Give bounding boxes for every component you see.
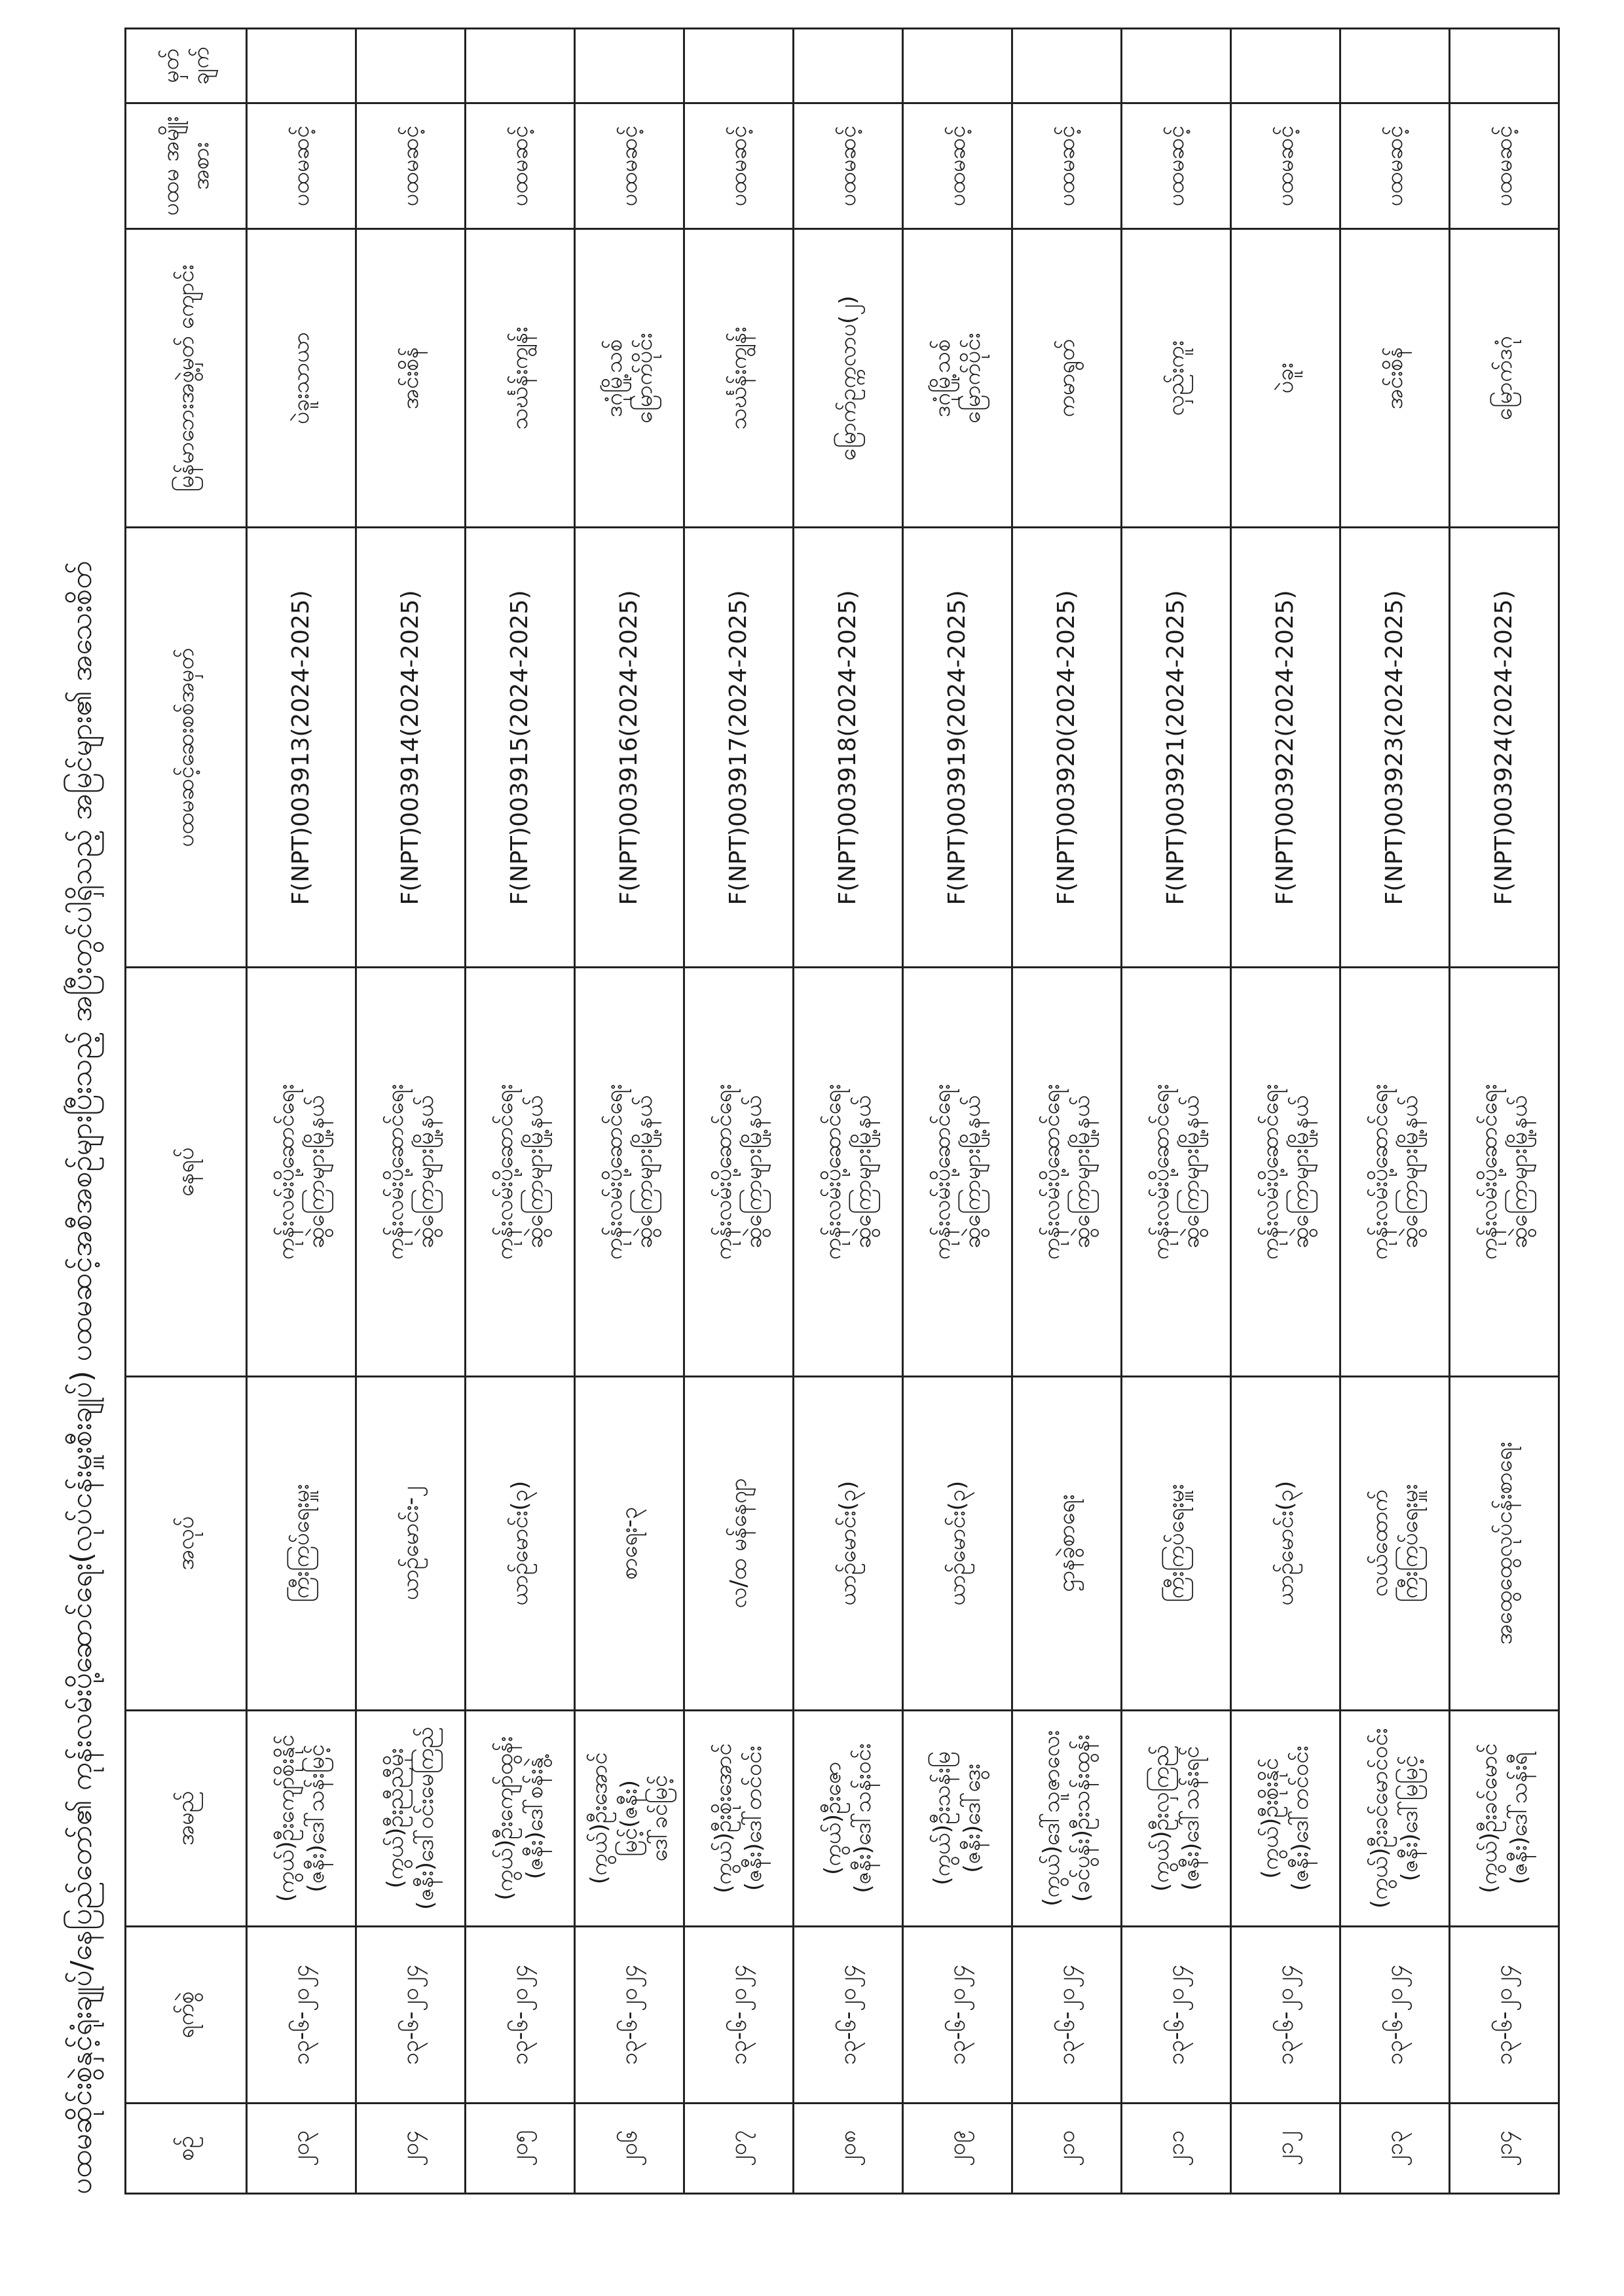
cell-job-text: စာရေး-၃ bbox=[616, 1506, 642, 1580]
cell-address bbox=[247, 968, 356, 1376]
cell-date bbox=[1012, 1926, 1122, 2103]
cell-cert bbox=[466, 528, 575, 968]
cell-no-text: ၂၁၃ bbox=[1382, 2130, 1408, 2166]
cell-area-text: ပဲခူးသာယာ bbox=[288, 332, 314, 425]
cell-name bbox=[1450, 1710, 1559, 1926]
cell-address bbox=[1450, 968, 1559, 1376]
cell-date bbox=[247, 1926, 356, 2103]
cell-area bbox=[684, 229, 794, 528]
cell-cert-text: F(NPT)003918(2024-2025) bbox=[834, 590, 861, 905]
cell-job bbox=[1012, 1376, 1122, 1710]
cell-area-text: ကမာရွတ် bbox=[1054, 339, 1080, 418]
cell-cert-text: F(NPT)003921(2024-2025) bbox=[1162, 590, 1189, 905]
cell-no bbox=[1122, 2103, 1231, 2193]
cell-name-text: (ကွယ်)ဦးညီညီမိုး (ဇနီး)ဒေါ်ဝင်းမေကြည် bbox=[382, 1726, 439, 1910]
cell-type-text: ပထမဆင့် bbox=[397, 125, 424, 207]
cell-job bbox=[247, 1376, 356, 1710]
cell-date-text: ၁၃-၆-၂၀၂၄ bbox=[1382, 1964, 1408, 2066]
cell-address-text: ကုန်းလမ်းပို့ဆောင်ရေး ဆွဲကြောများမြို့နယ် bbox=[1148, 1084, 1204, 1260]
header-note: မှတ် ချက် bbox=[126, 29, 247, 103]
cell-date bbox=[903, 1926, 1012, 2103]
cell-note bbox=[247, 29, 356, 103]
cell-address bbox=[794, 968, 903, 1376]
cell-date-text: ၁၃-၆-၂၀၂၄ bbox=[1491, 1964, 1517, 2066]
cell-name bbox=[575, 1710, 684, 1926]
table-row bbox=[1340, 29, 1450, 2194]
cell-type bbox=[356, 103, 466, 229]
cell-cert bbox=[903, 528, 1012, 968]
cell-type bbox=[1012, 103, 1122, 229]
cell-no bbox=[466, 2103, 575, 2193]
cell-address-text: ကုန်းလမ်းပို့ဆောင်ရေး ဆွဲကြောများမြို့နယ် bbox=[273, 1084, 329, 1260]
cell-cert-text: F(NPT)003919(2024-2025) bbox=[944, 590, 970, 905]
cell-job bbox=[1340, 1376, 1450, 1710]
cell-cert bbox=[1340, 528, 1450, 968]
header-no: စဉ် bbox=[126, 2103, 247, 2193]
cell-no-text: ၂၁၀ bbox=[1054, 2130, 1080, 2166]
cell-cert-text: F(NPT)003913(2024-2025) bbox=[287, 590, 314, 905]
cell-no bbox=[684, 2103, 794, 2193]
cell-date bbox=[1122, 1926, 1231, 2103]
cell-date bbox=[575, 1926, 684, 2103]
cell-date-text: ၁၃-၆-၂၀၂၄ bbox=[1054, 1964, 1080, 2066]
cell-job-text: ဌာနခွဲစာရေး bbox=[1054, 1494, 1080, 1592]
cell-no bbox=[794, 2103, 903, 2193]
cell-address bbox=[575, 968, 684, 1376]
cell-job-text: လယ်ထောက် ကြီးကြပ်ရေးမှူး bbox=[1367, 1484, 1423, 1603]
cell-date bbox=[684, 1926, 794, 2103]
cell-note bbox=[356, 29, 466, 103]
table-row bbox=[1231, 29, 1340, 2194]
cell-type bbox=[1122, 103, 1231, 229]
cell-area bbox=[903, 229, 1012, 528]
cell-name bbox=[1012, 1710, 1122, 1926]
cell-date-text: ၁၃-၆-၂၀၂၄ bbox=[1163, 1964, 1189, 2066]
cell-no bbox=[1012, 2103, 1122, 2193]
cell-area bbox=[247, 229, 356, 528]
cell-area bbox=[1122, 229, 1231, 528]
cell-name bbox=[794, 1710, 903, 1926]
cell-no bbox=[575, 2103, 684, 2193]
cell-name-text: (ကွယ်)ဦးခင်မောင်ဝင်း (ဇနီး)ဒေါ်မြမြင့် bbox=[1367, 1728, 1423, 1909]
cell-name-text: (ကွယ်)ဦးသန်းမြ (ဇနီး)ဒေါ်ဒွေး bbox=[929, 1751, 986, 1886]
cell-note bbox=[1450, 29, 1559, 103]
cell-cert bbox=[684, 528, 794, 968]
cell-address-text: ကုန်းလမ်းပို့ဆောင်ရေး ဆွဲကြောများမြို့နယ် bbox=[820, 1084, 876, 1260]
cell-no bbox=[1340, 2103, 1450, 2193]
cell-job bbox=[575, 1376, 684, 1710]
table-row bbox=[356, 29, 466, 2194]
cell-cert-text: F(NPT)003924(2024-2025) bbox=[1490, 590, 1517, 905]
table-row bbox=[466, 29, 575, 2194]
cell-area bbox=[356, 229, 466, 528]
header-date: ရက်စွဲ bbox=[126, 1926, 247, 2103]
cell-job-text: ယာဉ်မောင်း(၃) bbox=[507, 1480, 533, 1606]
cell-no-text: ၂၀၇ bbox=[726, 2130, 752, 2166]
cell-cert-text: F(NPT)003915(2024-2025) bbox=[506, 590, 533, 905]
table-row bbox=[794, 29, 903, 2194]
cell-date bbox=[1340, 1926, 1450, 2103]
cell-no-text: ၂၁၂ bbox=[1272, 2131, 1299, 2166]
cell-no-text: ၂၀၄ bbox=[397, 2130, 424, 2166]
cell-job bbox=[1122, 1376, 1231, 1710]
cell-type-text: ပထမဆင့် bbox=[1491, 125, 1517, 207]
cell-cert-text: F(NPT)003917(2024-2025) bbox=[725, 590, 752, 905]
document-title: ပထမဆိုင်းစွဲနှင့်ရုံးချုပ်/နေပြည်တော်၏ ကုန်းလမ်းပို့ဆောင်ရေး(လုပ်ငန်းမှူးစီးချုပ်) ပထမဆင့်အစီအစဉ်များပြီးသည့် အပြီးတွင်ပါရှိသည့် အမြင်များ၏ အသေးစိတ် bbox=[65, 561, 98, 2195]
cell-job-text: ယာဉ်မောင်း(၃) bbox=[1272, 1480, 1299, 1606]
cell-cert bbox=[794, 528, 903, 968]
table-row bbox=[684, 29, 794, 2194]
cell-cert bbox=[356, 528, 466, 968]
header-cert: ပထမဆင့်ဆေးစစ်အမှတ် bbox=[126, 528, 247, 968]
cell-job-text: လ/ထ မန်နေဂျာ bbox=[726, 1478, 752, 1609]
cell-type-text: ပထမဆင့် bbox=[616, 125, 642, 207]
cell-address bbox=[356, 968, 466, 1376]
cell-name bbox=[466, 1710, 575, 1926]
cell-area bbox=[466, 229, 575, 528]
cell-no-text: ၂၀၆ bbox=[616, 2130, 642, 2166]
cell-address bbox=[1012, 968, 1122, 1376]
cell-type-text: ပထမဆင့် bbox=[1382, 125, 1408, 207]
cell-type bbox=[247, 103, 356, 229]
cell-name-text: (ကွယ်)ဦးကျော်စိုးနိုင် (ဇနီး)ဒေါ်သန်းမြင့် bbox=[273, 1734, 329, 1903]
cell-job bbox=[794, 1376, 903, 1710]
cell-date-text: ၁၃-၆-၂၀၂၄ bbox=[507, 1964, 533, 2066]
cell-type-text: ပထမဆင့် bbox=[1054, 125, 1080, 207]
cell-name-text: (ကွယ်)ဦးခင်မောင် (ဇနီး)ဒေါ်သန်းရီ bbox=[1476, 1743, 1532, 1893]
cell-note bbox=[1231, 29, 1340, 103]
cell-address bbox=[1340, 968, 1450, 1376]
cell-note bbox=[903, 29, 1012, 103]
cell-job bbox=[684, 1376, 794, 1710]
cell-no bbox=[903, 2103, 1012, 2193]
cell-no bbox=[1231, 2103, 1340, 2193]
cell-no bbox=[247, 2103, 356, 2193]
cell-name bbox=[1340, 1710, 1450, 1926]
cell-name-text: (ကွယ်)ဒေါ်သူဇာလေး (ခင်ပွန်း)ဦးသန်းထွန်း bbox=[1039, 1730, 1095, 1906]
cell-date-text: ၁၃-၆-၂၀၂၄ bbox=[397, 1964, 424, 2066]
cell-type bbox=[1450, 103, 1559, 229]
cell-type bbox=[466, 103, 575, 229]
cell-job bbox=[1231, 1376, 1340, 1710]
cell-address-text: ကုန်းလမ်းပို့ဆောင်ရေး ဆွဲကြောများမြို့နယ် bbox=[492, 1084, 548, 1260]
cell-note bbox=[1340, 29, 1450, 103]
cell-name bbox=[356, 1710, 466, 1926]
cell-job-text: ယာဉ်မောင်း(၃) bbox=[835, 1480, 861, 1606]
cell-cert bbox=[1450, 528, 1559, 968]
cell-area bbox=[1231, 229, 1340, 528]
cell-type-text: ပထမဆင့် bbox=[288, 125, 314, 207]
records-table bbox=[124, 27, 1560, 2195]
cell-area-text: မြောက်ဒဂုံ bbox=[1491, 336, 1517, 421]
cell-job-text: အထွေထွေလုပ်ငန်းစာရေး bbox=[1491, 1442, 1517, 1645]
table-row bbox=[903, 29, 1012, 2194]
cell-area-text: သင်္ဃန်းကျွန်း bbox=[507, 327, 533, 430]
header-row bbox=[126, 29, 247, 2194]
cell-area bbox=[1012, 229, 1122, 528]
cell-job-text: ကြီးကြပ်ရေးမှူး bbox=[288, 1484, 314, 1603]
cell-address bbox=[903, 968, 1012, 1376]
header-name: အမည် bbox=[126, 1710, 247, 1926]
cell-job bbox=[466, 1376, 575, 1710]
cell-no-text: ၂၁၄ bbox=[1491, 2130, 1517, 2166]
cell-name bbox=[684, 1710, 794, 1926]
cell-address-text: ကုန်းလမ်းပို့ဆောင်ရေး ဆွဲကြောများမြို့နယ် bbox=[1039, 1084, 1095, 1260]
cell-date-text: ၁၃-၆-၂၀၂၄ bbox=[1272, 1964, 1299, 2066]
cell-job bbox=[356, 1376, 466, 1710]
cell-cert bbox=[575, 528, 684, 968]
cell-cert-text: F(NPT)003914(2024-2025) bbox=[397, 590, 424, 905]
cell-no-text: ၂၀၅ bbox=[507, 2130, 533, 2166]
cell-area-text: အင်းစိန် bbox=[397, 346, 424, 410]
cell-type bbox=[1231, 103, 1340, 229]
cell-job-text: ကြီးကြပ်ရေးမှူး bbox=[1163, 1484, 1189, 1603]
header-address: နေရပ် bbox=[126, 968, 247, 1376]
cell-address-text: ကုန်းလမ်းပို့ဆောင်ရေး ဆွဲကြောများမြို့နယ် bbox=[1367, 1084, 1423, 1260]
cell-address-text: ကုန်းလမ်းပို့ဆောင်ရေး ဆွဲကြောများမြို့နယ် bbox=[710, 1084, 767, 1260]
cell-name bbox=[1122, 1710, 1231, 1926]
table-row bbox=[1450, 29, 1559, 2194]
cell-date-text: ၁၃-၆-၂၀၂၄ bbox=[944, 1964, 970, 2066]
cell-address-text: ကုန်းလမ်းပို့ဆောင်ရေး ဆွဲကြောများမြို့နယ် bbox=[601, 1084, 657, 1260]
cell-no bbox=[1450, 2103, 1559, 2193]
cell-date-text: ၁၃-၆-၂၀၂၄ bbox=[616, 1964, 642, 2066]
cell-address bbox=[684, 968, 794, 1376]
cell-note bbox=[1012, 29, 1122, 103]
cell-area bbox=[1340, 229, 1450, 528]
cell-job bbox=[1450, 1376, 1559, 1710]
cell-type-text: ပထမဆင့် bbox=[1163, 125, 1189, 207]
cell-date bbox=[794, 1926, 903, 2103]
cell-date-text: ၁၃-၆-၂၀၂၄ bbox=[726, 1964, 752, 2066]
cell-cert bbox=[1012, 528, 1122, 968]
cell-note bbox=[794, 29, 903, 103]
cell-type-text: ပထမဆင့် bbox=[1272, 125, 1299, 207]
cell-area-text: ပဲခူး bbox=[1272, 363, 1299, 394]
cell-note bbox=[1122, 29, 1231, 103]
cell-address-text: ကုန်းလမ်းပို့ဆောင်ရေး ဆွဲကြောများမြို့နယ် bbox=[1257, 1084, 1314, 1260]
table-row bbox=[1012, 29, 1122, 2194]
cell-cert bbox=[1231, 528, 1340, 968]
cell-type bbox=[575, 103, 684, 229]
cell-address-text: ကုန်းလမ်းပို့ဆောင်ရေး ဆွဲကြောများမြို့နယ် bbox=[1476, 1084, 1532, 1260]
cell-type-text: ပထမဆင့် bbox=[507, 125, 533, 207]
cell-name-text: (ကွယ်)ဦးလှကြည် (ဇနီး)ဒေါ်သန်းရင် bbox=[1148, 1745, 1204, 1892]
cell-date bbox=[1450, 1926, 1559, 2103]
cell-name-text: (ကွယ်)ဦးအောင်မြင့်(ဇနီး) ဒေါ်ခင်မြင့် bbox=[586, 1752, 673, 1885]
cell-type-text: ပထမဆင့် bbox=[944, 125, 970, 207]
table-row bbox=[575, 29, 684, 2194]
cell-no-text: ၂၀၈ bbox=[835, 2130, 861, 2167]
cell-name-text: (ကွယ်)ဦးကျော်ထွန်း (ဇနီး)ဒေါ်စန်းနွဲ့ bbox=[492, 1736, 548, 1901]
cell-cert-text: F(NPT)003916(2024-2025) bbox=[616, 590, 642, 905]
cell-area bbox=[1450, 229, 1559, 528]
cell-no-text: ၂၁၁ bbox=[1163, 2130, 1189, 2166]
cell-area bbox=[794, 229, 903, 528]
cell-area-text: လှည်းကူး bbox=[1163, 340, 1189, 416]
cell-job bbox=[903, 1376, 1012, 1710]
cell-cert-text: F(NPT)003923(2024-2025) bbox=[1381, 590, 1408, 905]
cell-type bbox=[1340, 103, 1450, 229]
cell-date bbox=[356, 1926, 466, 2103]
cell-no-text: ၂၀၉ bbox=[944, 2130, 970, 2166]
cell-note bbox=[466, 29, 575, 103]
cell-address-text: ကုန်းလမ်းပို့ဆောင်ရေး ဆွဲကြောများမြို့နယ် bbox=[382, 1084, 439, 1260]
cell-type-text: ပထမဆင့် bbox=[726, 125, 752, 207]
cell-job-text: ယာဉ်မောင်း(၃) bbox=[944, 1480, 970, 1606]
cell-type bbox=[903, 103, 1012, 229]
cell-cert bbox=[1122, 528, 1231, 968]
cell-cert-text: F(NPT)003922(2024-2025) bbox=[1272, 590, 1299, 905]
cell-no bbox=[356, 2103, 466, 2193]
cell-address bbox=[1231, 968, 1340, 1376]
header-job: အလုပ် bbox=[126, 1376, 247, 1710]
cell-area-text: ဒဂုံမြို့သစ် မြောက်ပိုင်း bbox=[601, 333, 657, 424]
table-row bbox=[1122, 29, 1231, 2194]
cell-area-text: မြောက်ဥက္ကလာပ(၂) bbox=[835, 295, 861, 461]
cell-name-text: (ကွယ်)ဦးစိုးနိုင် (ဇနီး)ဒေါ်တင်ဝင်း bbox=[1257, 1745, 1314, 1891]
header-area: မြန်မာဘေးအဖွဲ့မှတ် ကျောင်း bbox=[126, 229, 247, 528]
cell-cert-text: F(NPT)003920(2024-2025) bbox=[1053, 590, 1080, 905]
cell-type-text: ပထမဆင့် bbox=[835, 125, 861, 207]
cell-address bbox=[1122, 968, 1231, 1376]
cell-type bbox=[794, 103, 903, 229]
cell-job-text: ယာဉ်မောင်း-၂ bbox=[397, 1486, 424, 1601]
cell-area bbox=[575, 229, 684, 528]
cell-note bbox=[684, 29, 794, 103]
cell-area-text: ဒဂုံမြို့သစ် မြောက်ပိုင်း bbox=[929, 333, 986, 424]
header-type: ပထမ အမျိုးအစား bbox=[126, 103, 247, 229]
cell-date-text: ၁၃-၆-၂၀၂၄ bbox=[835, 1964, 861, 2066]
cell-note bbox=[575, 29, 684, 103]
cell-no-text: ၂၀၃ bbox=[288, 2130, 314, 2166]
cell-name bbox=[903, 1710, 1012, 1926]
cell-date bbox=[1231, 1926, 1340, 2103]
cell-address bbox=[466, 968, 575, 1376]
cell-address-text: ကုန်းလမ်းပို့ဆောင်ရေး ဆွဲကြောများမြို့နယ် bbox=[929, 1084, 986, 1260]
cell-area-text: သင်္ဃန်းကျွန်း bbox=[726, 327, 752, 430]
table-row bbox=[247, 29, 356, 2194]
cell-name-text: (ကွယ်)ဦးစိုးအောင် (ဇနီး)ဒေါ်တင်ဝင်း bbox=[710, 1743, 767, 1893]
cell-type bbox=[684, 103, 794, 229]
cell-date bbox=[466, 1926, 575, 2103]
cell-name-text: (ကွယ်)ဦးဇော (ဇနီး)ဒေါ်သန်းဝင်း bbox=[820, 1743, 876, 1893]
cell-cert bbox=[247, 528, 356, 968]
cell-date-text: ၁၃-၆-၂၀၂၄ bbox=[288, 1964, 314, 2066]
cell-area-text: အင်းစိန် bbox=[1382, 346, 1408, 410]
cell-name bbox=[1231, 1710, 1340, 1926]
cell-name bbox=[247, 1710, 356, 1926]
